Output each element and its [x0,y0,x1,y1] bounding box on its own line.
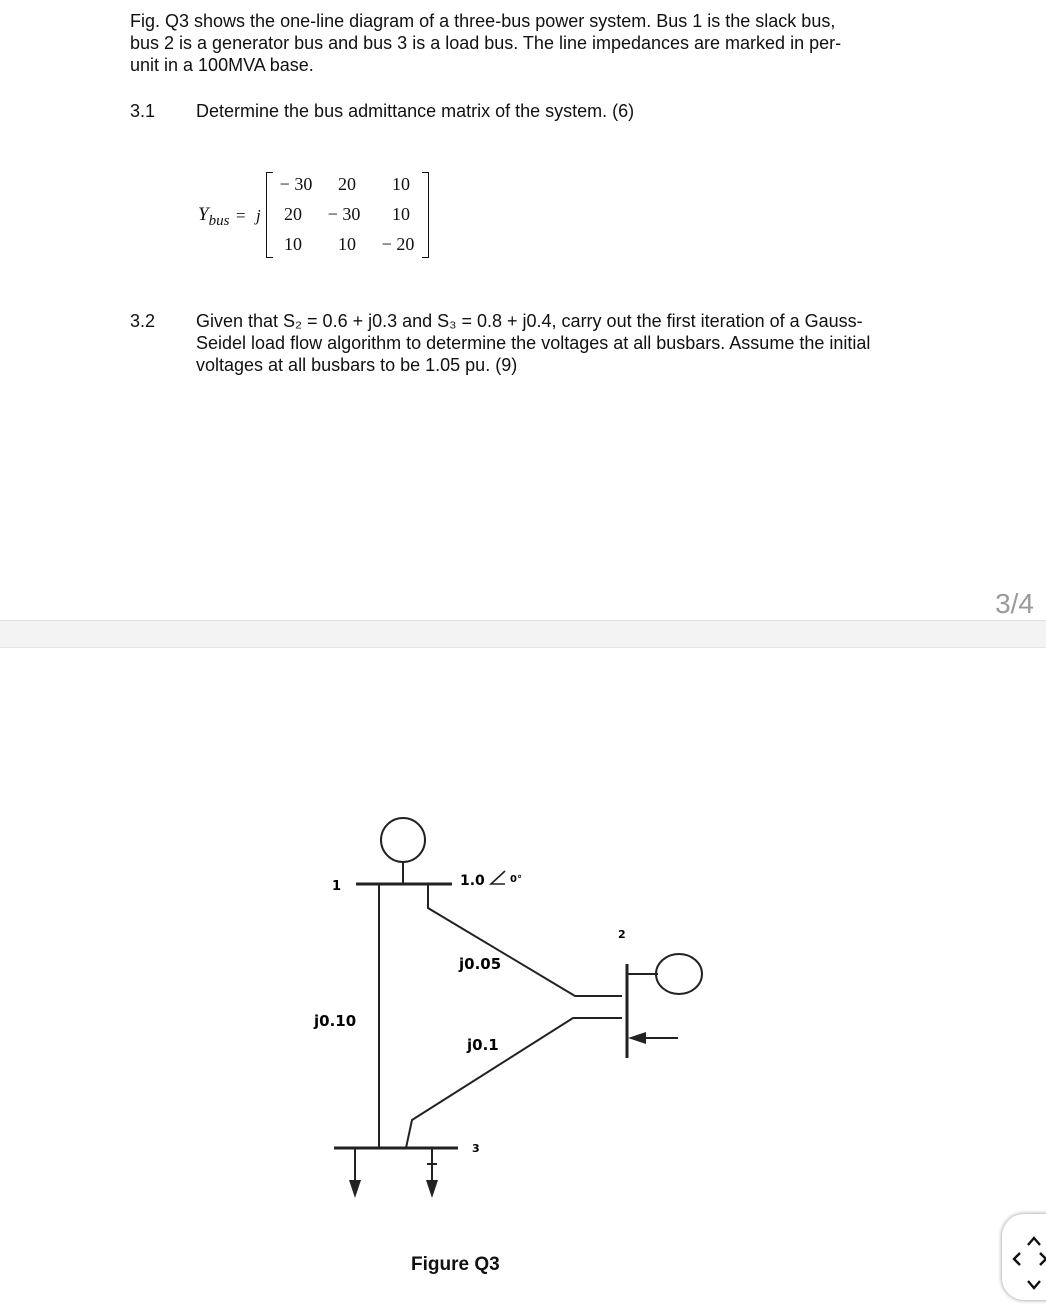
figure-caption: Figure Q3 [411,1254,500,1275]
matrix-cell: 20 [284,204,302,224]
page-navigation-control [1002,1214,1046,1300]
matrix-cell: 10 [284,234,302,254]
matrix-cell: 10 [392,204,410,224]
matrix-equals: = [236,206,246,225]
question-3-2-line-1: Given that S₂ = 0.6 + j0.3 and S₃ = 0.8 + j0.4, carry out the first iteration of a Gauss- [196,311,863,331]
page-indicator: 3/4 [995,588,1034,619]
bus-1-label: 1 [332,879,342,894]
matrix-cell: 10 [392,174,410,194]
bus-3-label: 3 [472,1142,480,1155]
bus-2-label: 2 [618,928,626,941]
intro-line-3: unit in a 100MVA base. [130,55,314,75]
chevron-left-icon[interactable] [1012,1250,1022,1273]
question-3-1-number: 3.1 [130,101,156,121]
voltage-magnitude: 1.0 [460,873,485,889]
load-3a-arrow-icon [349,1180,361,1198]
impedance-2-3: j0.1 [467,1036,499,1054]
line-1-2 [428,884,622,996]
impedance-1-2: j0.05 [459,955,502,973]
impedance-1-3: j0.10 [314,1012,357,1030]
question-3-2-line-2: Seidel load flow algorithm to determine the voltages at all busbars. Assume the initial [196,333,871,353]
intro-line-2: bus 2 is a generator bus and bus 3 is a load bus. The line impedances are marked in per- [130,33,842,53]
matrix-cell: − 20 [381,234,415,254]
load-3b-arrow-icon [426,1180,438,1198]
matrix-j: j [256,206,261,225]
chevron-right-icon[interactable] [1038,1250,1046,1273]
intro-line-1: Fig. Q3 shows the one-line diagram of a three-bus power system. Bus 1 is the slack bus, [130,11,836,31]
ybus-label: $Y_{bus}$ [198,204,230,229]
angle-symbol-icon [491,871,505,884]
load-2-arrow-icon [628,1032,646,1044]
matrix-cell: − 30 [279,174,313,194]
matrix-cell: 10 [338,234,356,254]
generator-1-icon [381,818,425,862]
voltage-angle: 0° [510,874,522,885]
line-2-3 [406,1018,622,1148]
question-3-2-line-3: voltages at all busbars to be 1.05 pu. (9) [196,355,518,375]
generator-2-icon [656,954,702,994]
matrix-cell: − 30 [327,204,361,224]
question-3-2-number: 3.2 [130,311,156,331]
matrix-cell: 20 [338,174,356,194]
chevron-down-icon[interactable] [1026,1274,1042,1297]
question-3-1-text: Determine the bus admittance matrix of the system. (6) [196,101,635,121]
